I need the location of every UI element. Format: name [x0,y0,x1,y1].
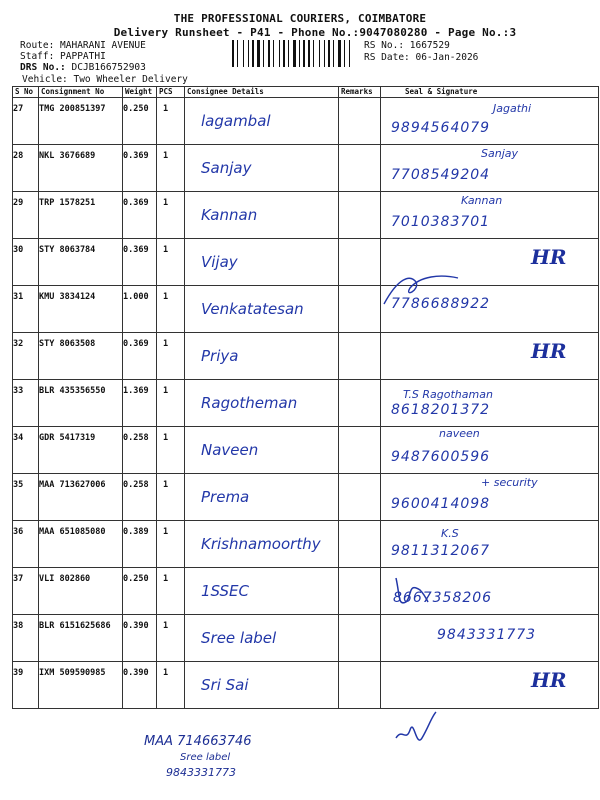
handwritten-phone-number: 7708549204 [391,167,491,183]
col-weight: Weight [123,87,157,98]
barcode-bar [299,40,300,67]
barcode-bar [297,40,298,67]
row-consignee [185,427,339,474]
row-signature [381,474,599,521]
row-sno: 29 [13,192,39,239]
handwritten-consignee-name: Kannan [201,206,258,224]
row-weight: 0.369 [123,239,157,286]
handwritten-consignee-name: Sanjay [201,159,252,177]
row-pcs: 1 [157,662,185,709]
col-consignment: Consignment No [39,87,123,98]
barcode [232,40,360,67]
table-row [13,615,599,662]
row-signature [381,192,599,239]
row-consignment: BLR 435356550 [39,380,123,427]
barcode-bar [283,40,285,67]
col-remarks: Remarks [339,87,381,98]
barcode-bar [248,40,249,67]
signature-scribble [392,708,440,754]
barcode-bar [319,40,320,67]
handwritten-phone-number: 7010383701 [391,214,491,230]
row-sno: 27 [13,98,39,145]
row-consignment: BLR 6151625686 [39,615,123,662]
row-consignee [185,380,339,427]
table-row [13,521,599,568]
barcode-bar [324,40,325,67]
handwritten-consignee-name: Priya [201,347,239,365]
barcode-bar [261,40,262,67]
barcode-bar [331,40,332,67]
row-weight: 0.258 [123,474,157,521]
row-consignment: VLI 802860 [39,568,123,615]
barcode-bar [252,40,254,67]
handwritten-signature-name: K.S [441,527,459,540]
handwritten-phone-number: 9811312067 [391,543,491,559]
row-consignee [185,145,339,192]
handwritten-consignee-name: Venkatatesan [201,300,304,318]
table-row [13,662,599,709]
barcode-bar [351,40,352,67]
row-pcs: 1 [157,568,185,615]
row-sno: 36 [13,521,39,568]
row-remarks [339,474,381,521]
barcode-bar [306,40,307,67]
barcode-bar [245,40,247,67]
row-remarks [339,286,381,333]
staff-label: Staff: PAPPATHI [20,51,106,62]
row-sno: 35 [13,474,39,521]
company-title: THE PROFESSIONAL COURIERS, COIMBATORE [173,12,427,25]
row-weight: 0.390 [123,662,157,709]
row-sno: 28 [13,145,39,192]
row-remarks [339,568,381,615]
row-pcs: 1 [157,474,185,521]
row-consignee [185,521,339,568]
barcode-bar [301,40,302,67]
note-phone: 9843331773 [166,766,236,779]
handwritten-signature-name: naveen [439,427,480,440]
table-row [13,427,599,474]
col-consignee: Consignee Details [185,87,339,98]
col-seal-signature: Seal & Signature [381,87,599,98]
note-consignee: Sree label [180,752,231,763]
row-sno: 38 [13,615,39,662]
row-weight: 0.369 [123,145,157,192]
vehicle-label: Vehicle: Two Wheeler Delivery [22,74,188,85]
row-signature [381,662,599,709]
row-consignment: STY 8063784 [39,239,123,286]
handwritten-phone-number: 9600414098 [391,496,491,512]
handwritten-phone-number: 8667358206 [393,590,493,606]
handwritten-phone-number: 8618201372 [391,402,491,418]
barcode-bar [333,40,334,67]
barcode-bar [293,40,296,67]
row-signature [381,333,599,380]
row-consignee [185,286,339,333]
row-sno: 37 [13,568,39,615]
signature-scribble [380,268,470,308]
runsheet-table [12,86,599,709]
drs-number [20,62,146,73]
row-remarks [339,380,381,427]
row-consignee [185,474,339,521]
row-sno: 32 [13,333,39,380]
handwritten-signature-name: + security [481,476,538,489]
signature-scribble [390,572,430,612]
row-weight: 0.389 [123,521,157,568]
row-consignment: MAA 713627006 [39,474,123,521]
runsheet-subtitle: Delivery Runsheet - P41 - Phone No.:9047080280 - Page No.:3 [113,26,517,39]
row-remarks [339,239,381,286]
barcode-bar [311,40,312,67]
handwritten-consignee-name: Vijay [201,253,238,271]
barcode-bar [335,40,337,67]
barcode-bar [281,40,282,67]
table-row [13,145,599,192]
route-label: Route: MAHARANI AVENUE [20,40,146,51]
row-remarks [339,521,381,568]
row-weight: 1.369 [123,380,157,427]
row-pcs: 1 [157,98,185,145]
handwritten-consignee-name: Prema [201,488,250,506]
row-weight: 0.250 [123,98,157,145]
table-row [13,380,599,427]
barcode-bar [232,40,234,67]
row-sno: 31 [13,286,39,333]
row-remarks [339,145,381,192]
row-consignee [185,98,339,145]
row-pcs: 1 [157,380,185,427]
row-consignee [185,239,339,286]
col-sno: S No [13,87,39,98]
barcode-bar [349,40,350,67]
row-pcs: 1 [157,192,185,239]
barcode-bar [326,40,327,67]
barcode-bar [308,40,310,67]
handwritten-consignee-name: Naveen [201,441,259,459]
handwritten-phone-number: 9894564079 [391,120,491,136]
barcode-bar [290,40,292,67]
handwritten-phone-number: 9487600596 [391,449,491,465]
barcode-bar [279,40,280,67]
handwritten-signature-name: Kannan [461,194,503,207]
handwritten-signature-name: Jagathi [493,102,532,115]
barcode-bar [250,40,251,67]
handwritten-consignee-name: Sree label [201,629,277,647]
barcode-bar [263,40,264,67]
barcode-bar [321,40,323,67]
row-consignment: KMU 3834124 [39,286,123,333]
row-signature [381,427,599,474]
row-consignee [185,662,339,709]
table-row [13,192,599,239]
barcode-bar [268,40,270,67]
row-pcs: 1 [157,286,185,333]
row-consignment: IXM 509590985 [39,662,123,709]
row-remarks [339,192,381,239]
row-remarks [339,615,381,662]
rs-date: RS Date: 06-Jan-2026 [364,52,479,63]
barcode-bar [303,40,305,67]
barcode-bar [265,40,267,67]
row-consignment: MAA 651085080 [39,521,123,568]
handwritten-signature-name: T.S Ragothaman [403,388,493,401]
table-row [13,286,599,333]
barcode-bar [271,40,272,67]
handwritten-consignee-name: Krishnamoorthy [201,535,321,553]
table-row [13,568,599,615]
rs-number: RS No.: 1667529 [364,40,450,51]
barcode-bar [344,40,345,67]
barcode-bar [328,40,330,67]
table-row [13,474,599,521]
barcode-bar [286,40,287,67]
row-signature [381,145,599,192]
row-weight: 0.369 [123,333,157,380]
row-remarks [339,333,381,380]
handwritten-hr-initials: HR [531,668,567,692]
table-row [13,239,599,286]
barcode-bar [315,40,318,67]
row-consignment: STY 8063508 [39,333,123,380]
handwritten-signature-name: Sanjay [481,147,519,160]
row-consignee [185,192,339,239]
row-consignment: GDR 5417319 [39,427,123,474]
row-weight: 1.000 [123,286,157,333]
barcode-bar [313,40,314,67]
row-remarks [339,662,381,709]
row-pcs: 1 [157,145,185,192]
row-weight: 0.250 [123,568,157,615]
row-signature [381,98,599,145]
row-weight: 0.258 [123,427,157,474]
row-pcs: 1 [157,427,185,474]
barcode-bar [239,40,242,67]
handwritten-phone-number: 7786688922 [391,296,491,312]
barcode-bar [275,40,278,67]
barcode-bar [235,40,236,67]
row-pcs: 1 [157,615,185,662]
row-pcs: 1 [157,239,185,286]
row-signature [381,380,599,427]
row-signature [381,521,599,568]
drs-value: DCJB166752903 [71,62,146,73]
row-consignment: TRP 1578251 [39,192,123,239]
row-remarks [339,98,381,145]
row-remarks [339,427,381,474]
barcode-bar [255,40,256,67]
handwritten-consignee-name: lagambal [201,112,271,130]
row-pcs: 1 [157,333,185,380]
barcode-bar [288,40,289,67]
row-consignee [185,568,339,615]
row-consignee [185,333,339,380]
note-consignment: MAA 714663746 [144,734,252,749]
barcode-bar [346,40,348,67]
handwritten-hr-initials: HR [531,245,567,269]
row-consignee [185,615,339,662]
handwritten-consignee-name: Sri Sai [201,676,249,694]
row-consignment: NKL 3676689 [39,145,123,192]
row-sno: 30 [13,239,39,286]
barcode-bar [338,40,341,67]
row-weight: 0.390 [123,615,157,662]
row-sno: 34 [13,427,39,474]
handwritten-consignee-name: Ragotheman [201,394,298,412]
handwritten-phone-number: 9843331773 [437,627,537,643]
row-signature [381,615,599,662]
table-row [13,98,599,145]
barcode-bar [243,40,244,67]
handwritten-consignee-name: 1SSEC [201,582,250,600]
table-row [13,333,599,380]
col-pcs: PCS [157,87,185,98]
barcode-bar [342,40,343,67]
barcode-bar [257,40,260,67]
handwritten-hr-initials: HR [531,339,567,363]
barcode-bar [273,40,274,67]
row-sno: 39 [13,662,39,709]
table-header-row [13,87,599,98]
row-sno: 33 [13,380,39,427]
row-pcs: 1 [157,521,185,568]
barcode-bar [237,40,238,67]
row-weight: 0.369 [123,192,157,239]
row-consignment: TMG 200851397 [39,98,123,145]
drs-label: DRS No.: [20,62,66,73]
